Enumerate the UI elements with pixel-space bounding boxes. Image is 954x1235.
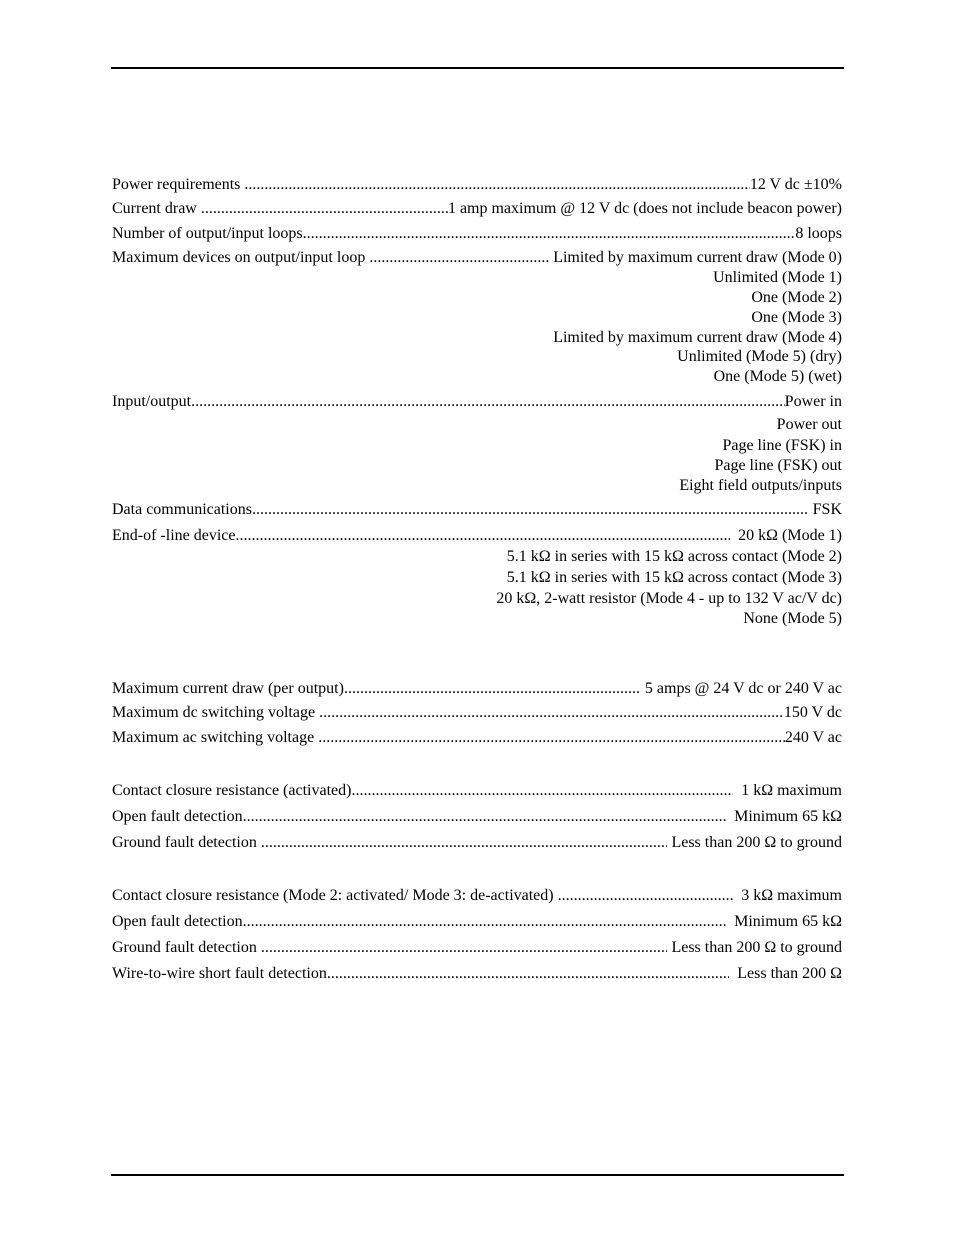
spec-row-max-ac-switching (112, 727, 842, 749)
spec-continuation: Unlimited (Mode 1) (713, 269, 842, 286)
spec-row-contact-closure-resistance-mode23 (112, 885, 842, 907)
dot-leader (201, 198, 448, 220)
spec-value: Minimum 65 kΩ (726, 808, 842, 825)
spec-row-input-output (112, 391, 842, 413)
dot-leader (351, 780, 733, 802)
spec-continuation: Page line (FSK) in (722, 437, 842, 454)
dot-leader (327, 963, 729, 985)
spec-continuation: Unlimited (Mode 5) (dry) (677, 348, 842, 365)
spec-continuation: One (Mode 5) (wet) (713, 368, 842, 385)
spec-label: Ground fault detection (112, 834, 261, 851)
dot-leader (261, 832, 668, 854)
spec-row-data-communications (112, 499, 842, 521)
spec-value: Limited by maximum current draw (Mode 0) (549, 249, 842, 266)
spec-value: Less than 200 Ω to ground (667, 834, 842, 851)
spec-value: FSK (808, 501, 842, 518)
spec-label: Number of output/input loops (112, 225, 303, 242)
spec-label: Maximum dc switching voltage (112, 704, 320, 721)
spec-row-max-current-per-output (112, 678, 842, 700)
spec-value: 3 kΩ maximum (733, 887, 842, 904)
footer-rule (111, 1174, 844, 1176)
spec-value: 150 V dc (783, 704, 842, 721)
dot-leader (558, 885, 734, 907)
spec-label: Open fault detection (112, 913, 243, 930)
dot-leader (243, 806, 726, 828)
spec-value: 1 amp maximum @ 12 V dc (does not include beacon power) (447, 200, 842, 217)
dot-leader (252, 499, 809, 521)
spec-value: Power in (784, 393, 842, 410)
spec-label: Maximum ac switching voltage (112, 729, 319, 746)
dot-leader (236, 525, 731, 547)
spec-value: Less than 200 Ω to ground (667, 939, 842, 956)
spec-label: Contact closure resistance (Mode 2: activated/ Mode 3: de-activated) (112, 887, 558, 904)
dot-leader (191, 391, 785, 413)
spec-continuation: Page line (FSK) out (714, 457, 842, 474)
dot-leader (303, 223, 796, 245)
spec-row-power-requirements (112, 174, 842, 196)
spec-continuation: Limited by maximum current draw (Mode 4) (553, 329, 842, 346)
spec-label: Power requirements (112, 176, 245, 193)
dot-leader (319, 702, 784, 724)
spec-continuation: 20 kΩ, 2-watt resistor (Mode 4 - up to 132 V ac/V dc) (496, 590, 842, 607)
spec-row-number-of-loops (112, 223, 842, 245)
spec-label: Contact closure resistance (activated) (112, 782, 352, 799)
spec-continuation: One (Mode 3) (751, 309, 842, 326)
spec-value: Minimum 65 kΩ (726, 913, 842, 930)
spec-row-max-dc-switching (112, 702, 842, 724)
spec-continuation: One (Mode 2) (751, 289, 842, 306)
dot-leader (344, 678, 641, 700)
spec-value: 20 kΩ (Mode 1) (730, 527, 842, 544)
spec-value: 12 V dc ±10% (749, 176, 842, 193)
spec-label: Data communications (112, 501, 252, 518)
spec-value: Less than 200 Ω (729, 965, 842, 982)
spec-row-open-fault-detection (112, 806, 842, 828)
spec-label: Open fault detection (112, 808, 243, 825)
dot-leader (318, 727, 785, 749)
spec-row-open-fault-detection-mode23 (112, 911, 842, 933)
spec-row-end-of-line-device (112, 525, 842, 547)
spec-row-ground-fault-detection-mode23 (112, 937, 842, 959)
spec-continuation: Eight field outputs/inputs (679, 477, 842, 494)
spec-label: End-of -line device (112, 527, 236, 544)
spec-row-ground-fault-detection (112, 832, 842, 854)
spec-row-maximum-devices (112, 247, 842, 269)
dot-leader (369, 247, 549, 269)
spec-continuation: None (Mode 5) (743, 610, 842, 627)
spec-label: Maximum current draw (per output) (112, 680, 344, 697)
header-rule (111, 67, 844, 69)
spec-label: Ground fault detection (112, 939, 261, 956)
dot-leader (244, 174, 749, 196)
spec-value: 5 amps @ 24 V dc or 240 V ac (640, 680, 842, 697)
spec-continuation: 5.1 kΩ in series with 15 kΩ across contact (Mode 3) (506, 569, 842, 586)
spec-continuation: Power out (776, 416, 842, 433)
spec-row-wire-to-wire-short (112, 963, 842, 985)
spec-row-current-draw (112, 198, 842, 220)
spec-label: Wire-to-wire short fault detection (112, 965, 327, 982)
spec-label: Maximum devices on output/input loop (112, 249, 370, 266)
spec-label: Input/output (112, 393, 192, 410)
spec-value: 1 kΩ maximum (733, 782, 842, 799)
dot-leader (261, 937, 668, 959)
spec-label: Current draw (112, 200, 201, 217)
spec-continuation: 5.1 kΩ in series with 15 kΩ across contact (Mode 2) (506, 548, 842, 565)
spec-value: 240 V ac (784, 729, 842, 746)
spec-value: 8 loops (795, 225, 842, 242)
dot-leader (243, 911, 726, 933)
spec-row-contact-closure-resistance (112, 780, 842, 802)
